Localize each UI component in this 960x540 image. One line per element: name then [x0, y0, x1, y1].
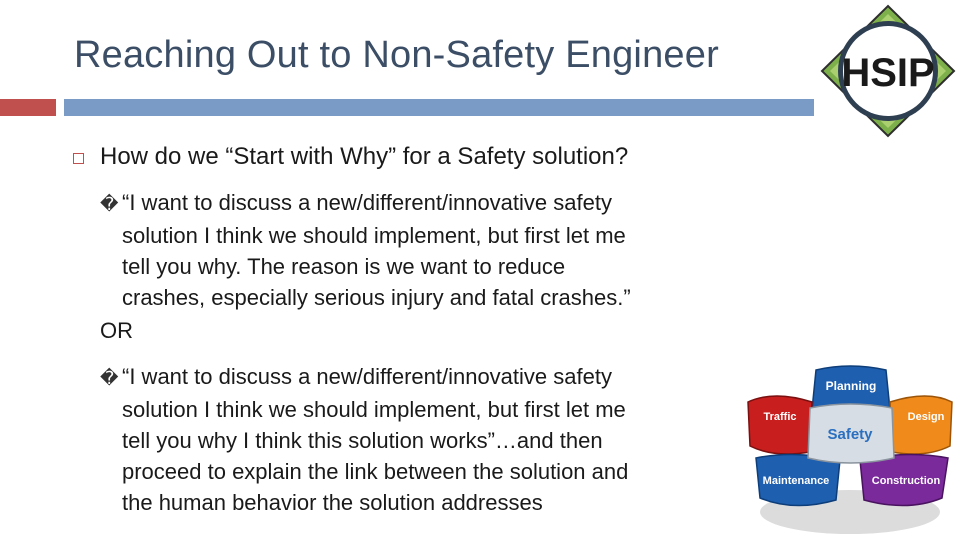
puzzle-label-maintenance: Maintenance — [762, 475, 830, 487]
quote-2-line-4: proceed to explain the link between the solution and — [122, 459, 629, 484]
puzzle-piece-design — [890, 396, 952, 454]
safety-puzzle-graphic — [744, 362, 956, 538]
quote-2-line-1: “I want to discuss a new/different/innovative safety — [122, 364, 612, 389]
puzzle-label-traffic: Traffic — [763, 411, 797, 423]
quote-block-2 — [100, 361, 740, 518]
quote-1-line-1: “I want to discuss a new/different/innovative safety — [122, 190, 612, 215]
title-rule — [64, 99, 814, 116]
puzzle-piece-traffic — [748, 396, 812, 454]
quote-block-1 — [100, 187, 740, 313]
hsip-logo — [818, 4, 958, 138]
main-bullet: How do we “Start with Why” for a Safety solution? — [100, 143, 629, 170]
quote-2-line-2: solution I think we should implement, but first let me — [122, 397, 626, 422]
quote-1-line-3: tell you why. The reason is we want to reduce — [122, 254, 566, 279]
sub-bullet-icon: � — [100, 194, 119, 214]
logo-text: HSIP — [841, 51, 935, 95]
title-rule-accent — [0, 99, 56, 116]
puzzle-label-safety: Safety — [827, 426, 873, 443]
quote-2-line-5: the human behavior the solution addresses — [122, 490, 543, 515]
sub-bullet-icon: � — [100, 368, 119, 388]
puzzle-label-design: Design — [907, 411, 945, 423]
slide-title: Reaching Out to Non-Safety Engineer — [74, 34, 719, 76]
puzzle-label-planning: Planning — [825, 379, 877, 393]
quote-1-line-4: crashes, especially serious injury and fatal crashes.” — [122, 285, 631, 310]
quote-1-line-2: solution I think we should implement, but first let me — [122, 223, 626, 248]
bullet-square-icon — [73, 153, 84, 164]
puzzle-label-construction: Construction — [871, 475, 941, 487]
quote-2-line-3: tell you why I think this solution works”…and then — [122, 428, 603, 453]
or-label: OR — [100, 318, 133, 343]
